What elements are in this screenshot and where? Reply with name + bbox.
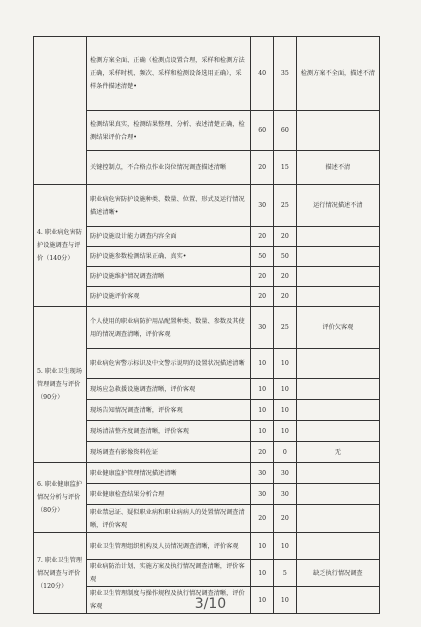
score-cell: 20: [274, 227, 297, 247]
score-cell: 35: [274, 37, 297, 111]
item-cell: 职业卫生管理制度与操作规程及执行情况调查清晰，评价客观: [86, 587, 250, 614]
remark-cell: [296, 247, 379, 267]
remark-cell: [296, 111, 379, 151]
item-cell: 防护设施维护情况调查清晰: [86, 267, 250, 287]
item-cell: 防护设施参数检测结果正确、真实•: [86, 247, 250, 267]
remark-cell: 检测方案不全面，描述不清: [296, 37, 379, 111]
full-score-cell: 20: [251, 442, 274, 463]
score-cell: 10: [274, 349, 297, 379]
score-cell: 10: [274, 379, 297, 400]
full-score-cell: 20: [251, 267, 274, 287]
score-cell: 20: [274, 267, 297, 287]
item-cell: 现场告知情况调查清晰，评价客观: [86, 400, 250, 421]
remark-cell: [296, 484, 379, 505]
category-cell: 7. 职业卫生管理情况调查与评价（120分）: [34, 533, 87, 614]
category-cell: [34, 37, 87, 185]
remark-cell: 描述不清: [296, 151, 379, 185]
table-row: [34, 463, 380, 484]
score-cell: 30: [274, 484, 297, 505]
remark-cell: 缺乏执行情况调查: [296, 560, 379, 587]
full-score-cell: 20: [251, 287, 274, 307]
item-cell: 检测结果真实，检测结果整理、分析、表述清楚正确，检测结果评价合理•: [86, 111, 250, 151]
score-cell: 10: [274, 400, 297, 421]
full-score-cell: 20: [251, 505, 274, 533]
remark-cell: [296, 400, 379, 421]
evaluation-table: [33, 36, 380, 614]
full-score-cell: 20: [251, 227, 274, 247]
full-score-cell: 30: [251, 185, 274, 227]
page-number: 3/10: [194, 596, 227, 612]
item-cell: 职业禁忌证、疑似职业病和职业病病人的处置情况调查清晰，评价客观: [86, 505, 250, 533]
remark-cell: [296, 349, 379, 379]
item-cell: 职业病危害防护设施种类、数量、位置、形式及运行情况描述清晰•: [86, 185, 250, 227]
remark-cell: [296, 287, 379, 307]
item-cell: 检测方案全面、正确（检测点设置合理，采样和检测方法正确，采样时机、频次、采样和检测设备选用正确），采样条件描述清楚•: [86, 37, 250, 111]
score-cell: 5: [274, 560, 297, 587]
score-cell: 30: [274, 463, 297, 484]
remark-cell: [296, 227, 379, 247]
score-cell: 15: [274, 151, 297, 185]
score-cell: 20: [274, 505, 297, 533]
score-cell: 10: [274, 533, 297, 560]
remark-cell: [296, 463, 379, 484]
remark-cell: [296, 267, 379, 287]
remark-cell: [296, 533, 379, 560]
item-cell: 职业卫生管理组织机构及人员情况调查清晰，评价客观: [86, 533, 250, 560]
full-score-cell: 10: [251, 349, 274, 379]
table-row: [34, 307, 380, 349]
remark-cell: 无: [296, 442, 379, 463]
score-cell: 10: [274, 421, 297, 442]
item-cell: 职业健康检查结果分析合理: [86, 484, 250, 505]
item-cell: 关键控制点，不合格点作业岗位情况调查描述清晰: [86, 151, 250, 185]
item-cell: 职业健康监护管理情况描述清晰: [86, 463, 250, 484]
item-cell: 现场应急救援设施调查清晰，评价客观: [86, 379, 250, 400]
table-row: [34, 185, 380, 227]
full-score-cell: 40: [251, 37, 274, 111]
full-score-cell: 10: [251, 587, 274, 614]
item-cell: 职业病危害警示标识及中文警示说明的设置状况描述清晰: [86, 349, 250, 379]
item-cell: 个人使用的职业病防护用品配置种类、数量、参数及其使用的情况调查清晰，评价客观: [86, 307, 250, 349]
remark-cell: [296, 421, 379, 442]
remark-cell: 运行情况描述不清: [296, 185, 379, 227]
score-cell: 0: [274, 442, 297, 463]
item-cell: 防护设施评价客观: [86, 287, 250, 307]
table-row: [34, 533, 380, 560]
full-score-cell: 10: [251, 379, 274, 400]
full-score-cell: 30: [251, 484, 274, 505]
score-cell: 60: [274, 111, 297, 151]
full-score-cell: 30: [251, 307, 274, 349]
remark-cell: 评价欠客观: [296, 307, 379, 349]
score-cell: 50: [274, 247, 297, 267]
full-score-cell: 60: [251, 111, 274, 151]
score-cell: 25: [274, 307, 297, 349]
full-score-cell: 30: [251, 463, 274, 484]
item-cell: 现场清洁整齐度调查清晰，评价客观: [86, 421, 250, 442]
item-cell: 职业病防治计划、实施方案及执行情况调查清晰，评价客观: [86, 560, 250, 587]
remark-cell: [296, 505, 379, 533]
full-score-cell: 10: [251, 400, 274, 421]
full-score-cell: 10: [251, 560, 274, 587]
full-score-cell: 20: [251, 151, 274, 185]
remark-cell: [296, 379, 379, 400]
full-score-cell: 10: [251, 533, 274, 560]
score-cell: 20: [274, 287, 297, 307]
item-cell: 防护设施设计能力调查内容全面: [86, 227, 250, 247]
full-score-cell: 50: [251, 247, 274, 267]
category-cell: 4. 职业病危害防护设施调查与评价（140分）: [34, 185, 87, 307]
score-cell: 10: [274, 587, 297, 614]
category-cell: 6. 职业健康监护情况分析与评价（80分）: [34, 463, 87, 533]
score-cell: 25: [274, 185, 297, 227]
full-score-cell: 10: [251, 421, 274, 442]
category-cell: 5. 职业卫生现场管理调查与评价（90分）: [34, 307, 87, 463]
table-row: [34, 37, 380, 111]
item-cell: 现场调查有影像资料佐证: [86, 442, 250, 463]
